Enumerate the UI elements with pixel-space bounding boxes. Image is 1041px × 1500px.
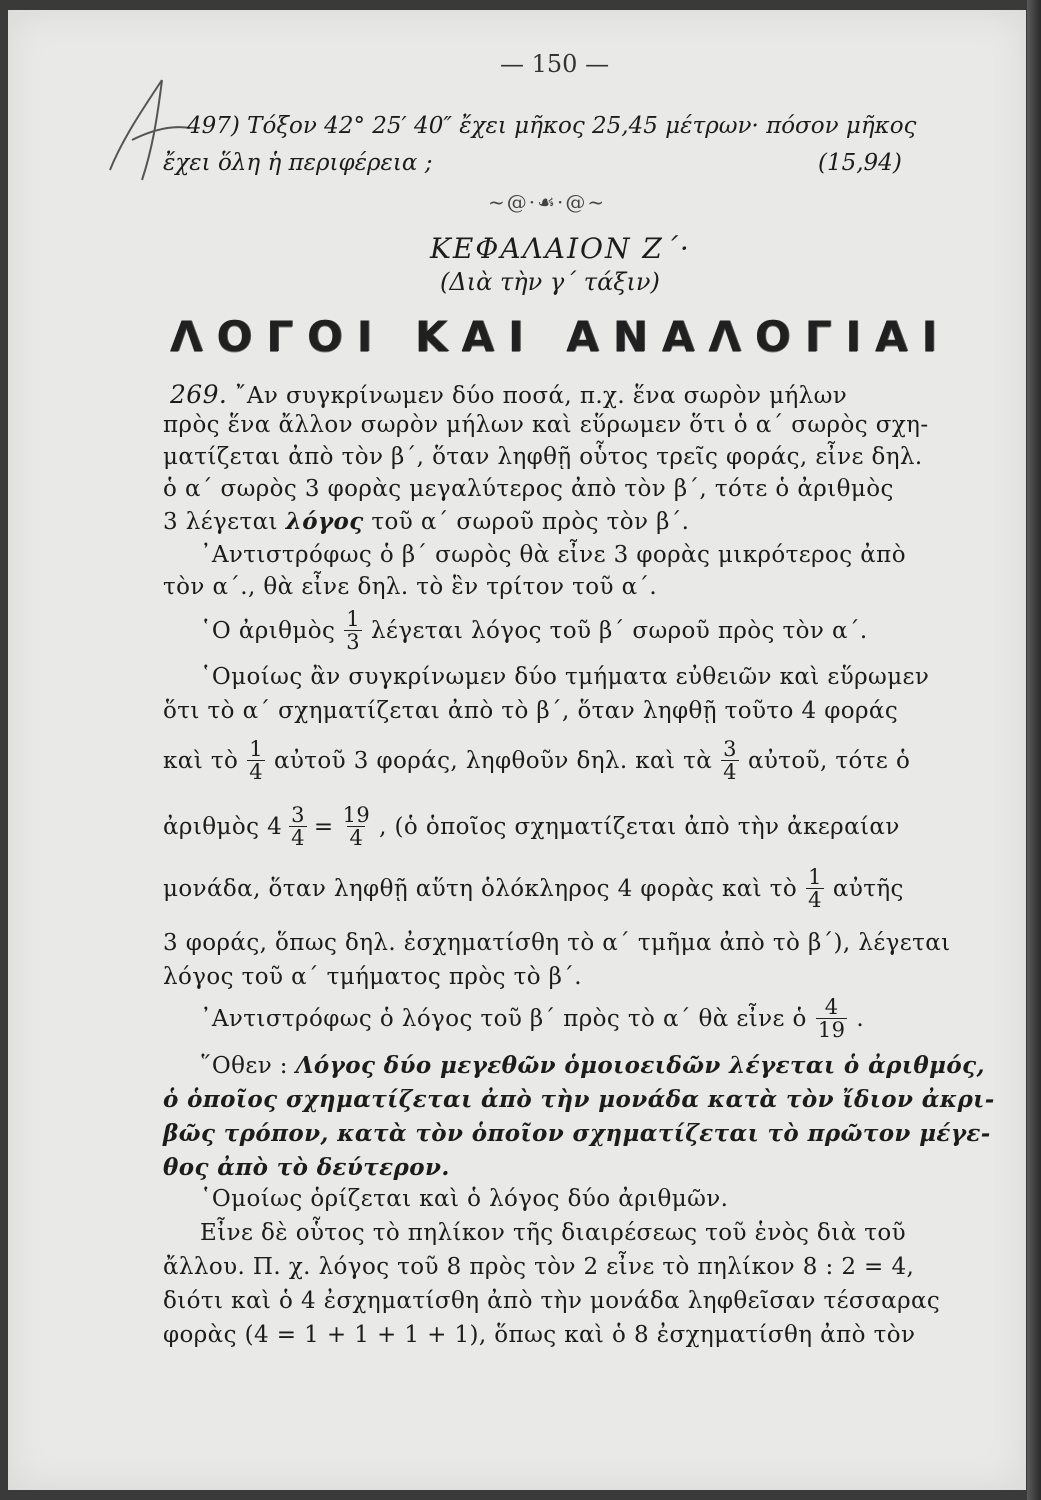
body-line-20: θος ἀπὸ τὸ δεύτερον. <box>163 1154 450 1181</box>
body-line-19: βῶς τρόπον, κατὰ τὸν ὁποῖον σχηματίζεται τὸ πρῶτον μέγε- <box>163 1120 991 1147</box>
fraction-one-quarter: $\frac{1}{4}$ <box>249 737 263 785</box>
fraction-one-quarter-2: $\frac{1}{4}$ <box>808 865 822 913</box>
fraction-one-third: $\frac{1}{3}$ <box>346 607 361 655</box>
chapter-subheading: (Διὰ τὴν γ΄ τάξιν) <box>440 268 660 296</box>
term-logos: λόγος <box>285 508 364 535</box>
body-line-12: ἀριθμὸς 4 $\frac{3}{4}$ = $\frac{19}{4}$ , (ὁ ὁποῖος σχηματίζεται ἀπὸ τὴν ἀκεραίαν <box>163 803 900 851</box>
exercise-line-1: 497) Τόξον 42° 25′ 40″ ἔχει μῆκος 25,45 μέτρων· πόσον μῆκος <box>187 113 917 139</box>
fraction-nineteen-quarters: $\frac{19}{4}$ <box>342 803 371 851</box>
fraction-three-quarters: $\frac{3}{4}$ <box>723 737 737 785</box>
page-number: — 150 — <box>500 50 610 78</box>
exercise-answer: (15,94) <box>818 150 902 176</box>
body-line-4: ὁ α΄ σωρὸς 3 φορὰς μεγαλύτερος ἀπὸ τὸν β΄, τότε ὁ ἀριθμὸς <box>163 476 894 502</box>
body-line-21: ῾Ομοίως ὁρίζεται καὶ ὁ λόγος δύο ἀριθμῶν. <box>200 1186 729 1212</box>
body-line-18: ὁ ὁποῖος σχηματίζεται ἀπὸ τὴν μονάδα κατὰ τὸν ἴδιον ἀκρι- <box>163 1086 995 1113</box>
body-line-8: ῾Ο ἀριθμὸς $\frac{1}{3}$ λέγεται λόγος τοῦ β΄ σωροῦ πρὸς τὸν α΄. <box>200 607 868 655</box>
body-line-22: Εἶνε δὲ οὗτος τὸ πηλίκον τῆς διαιρέσεως τοῦ ἑνὸς διὰ τοῦ <box>200 1220 906 1246</box>
body-line-24: διότι καὶ ὁ 4 ἐσχηματίσθη ἀπὸ τὴν μονάδα ληφθεῖσαν τέσσαρας <box>163 1288 941 1314</box>
body-line-5: 3 λέγεται λόγος τοῦ α΄ σωροῦ πρὸς τὸν β΄. <box>163 508 690 535</box>
body-line-3: ματίζεται ἀπὸ τὸν β΄, ὅταν ληφθῇ οὗτος τρεῖς φοράς, εἶνε δηλ. <box>163 444 923 470</box>
body-line-6: ᾿Αντιστρόφως ὁ β΄ σωρὸς θὰ εἶνε 3 φορὰς μικρότερος ἀπὸ <box>200 542 906 568</box>
body-line-10: ὅτι τὸ α΄ σχηματίζεται ἀπὸ τὸ β΄, ὅταν ληφθῇ τοῦτο 4 φοράς <box>163 698 899 724</box>
body-line-9: ῾Ομοίως ἂν συγκρίνωμεν δύο τμήματα εὐθειῶν καὶ εὕρωμεν <box>200 664 930 690</box>
body-line-2: πρὸς ἕνα ἄλλον σωρὸν μήλων καὶ εὕρωμεν ὅτι ὁ α΄ σωρὸς σχη- <box>163 412 929 438</box>
body-line-25: φορὰς (4 = 1 + 1 + 1 + 1), ὅπως καὶ ὁ 8 ἐσχηματίσθη ἀπὸ τὸν <box>163 1322 916 1348</box>
body-line-7: τὸν α΄., θὰ εἶνε δηλ. τὸ ἓν τρίτον τοῦ α΄. <box>163 574 658 600</box>
ornament-divider: ~@·☙·@~ <box>488 190 607 214</box>
body-line-13: μονάδα, ὅταν ληφθῇ αὕτη ὁλόκληρος 4 φορὰς καὶ τὸ $\frac{1}{4}$ αὐτῆς <box>163 865 904 913</box>
body-line-16: ᾿Αντιστρόφως ὁ λόγος τοῦ β΄ πρὸς τὸ α΄ θὰ εἶνε ὁ $\frac{4}{19}$ . <box>200 995 865 1043</box>
body-line-11: καὶ τὸ $\frac{1}{4}$ αὐτοῦ 3 φοράς, ληφθοῦν δηλ. καὶ τὰ $\frac{3}{4}$ αὐτοῦ, τότε ὁ <box>163 737 911 785</box>
body-line-23: ἄλλου. Π. χ. λόγος τοῦ 8 πρὸς τὸν 2 εἶνε τὸ πηλίκον 8 : 2 = 4, <box>163 1254 915 1280</box>
fraction-three-quarters-mixed: $\frac{3}{4}$ <box>291 803 305 851</box>
body-line-15: λόγος τοῦ α΄ τμήματος πρὸς τὸ β΄. <box>163 964 582 990</box>
body-line-14: 3 φοράς, ὅπως δηλ. ἐσχηματίσθη τὸ α΄ τμῆμα ἀπὸ τὸ β΄), λέγεται <box>163 930 951 956</box>
fraction-four-nineteenths: $\frac{4}{19}$ <box>817 995 846 1043</box>
body-line-17: ῞Οθεν : Λόγος δύο μεγεθῶν ὁμοιοειδῶν λέγεται ὁ ἀριθμός, <box>200 1052 985 1079</box>
chapter-heading: ΚΕΦΑΛΑΙΟΝ Ζ΄· <box>430 232 691 265</box>
definition-text: Λόγος δύο μεγεθῶν ὁμοιοειδῶν λέγεται ὁ ἀριθμός, <box>295 1052 985 1079</box>
exercise-line-2: ἔχει ὅλη ἡ περιφέρεια ; <box>163 150 433 176</box>
section-number: 269. <box>170 380 228 409</box>
page-edge-shadow <box>1027 0 1041 1500</box>
body-line-1: 269. ῎Αν συγκρίνωμεν δύο ποσά, π.χ. ἕνα σωρὸν μήλων <box>170 380 848 409</box>
chapter-title: ΛΟΓΟΙ ΚΑΙ ΑΝΑΛΟΓΙΑΙ <box>170 312 952 361</box>
